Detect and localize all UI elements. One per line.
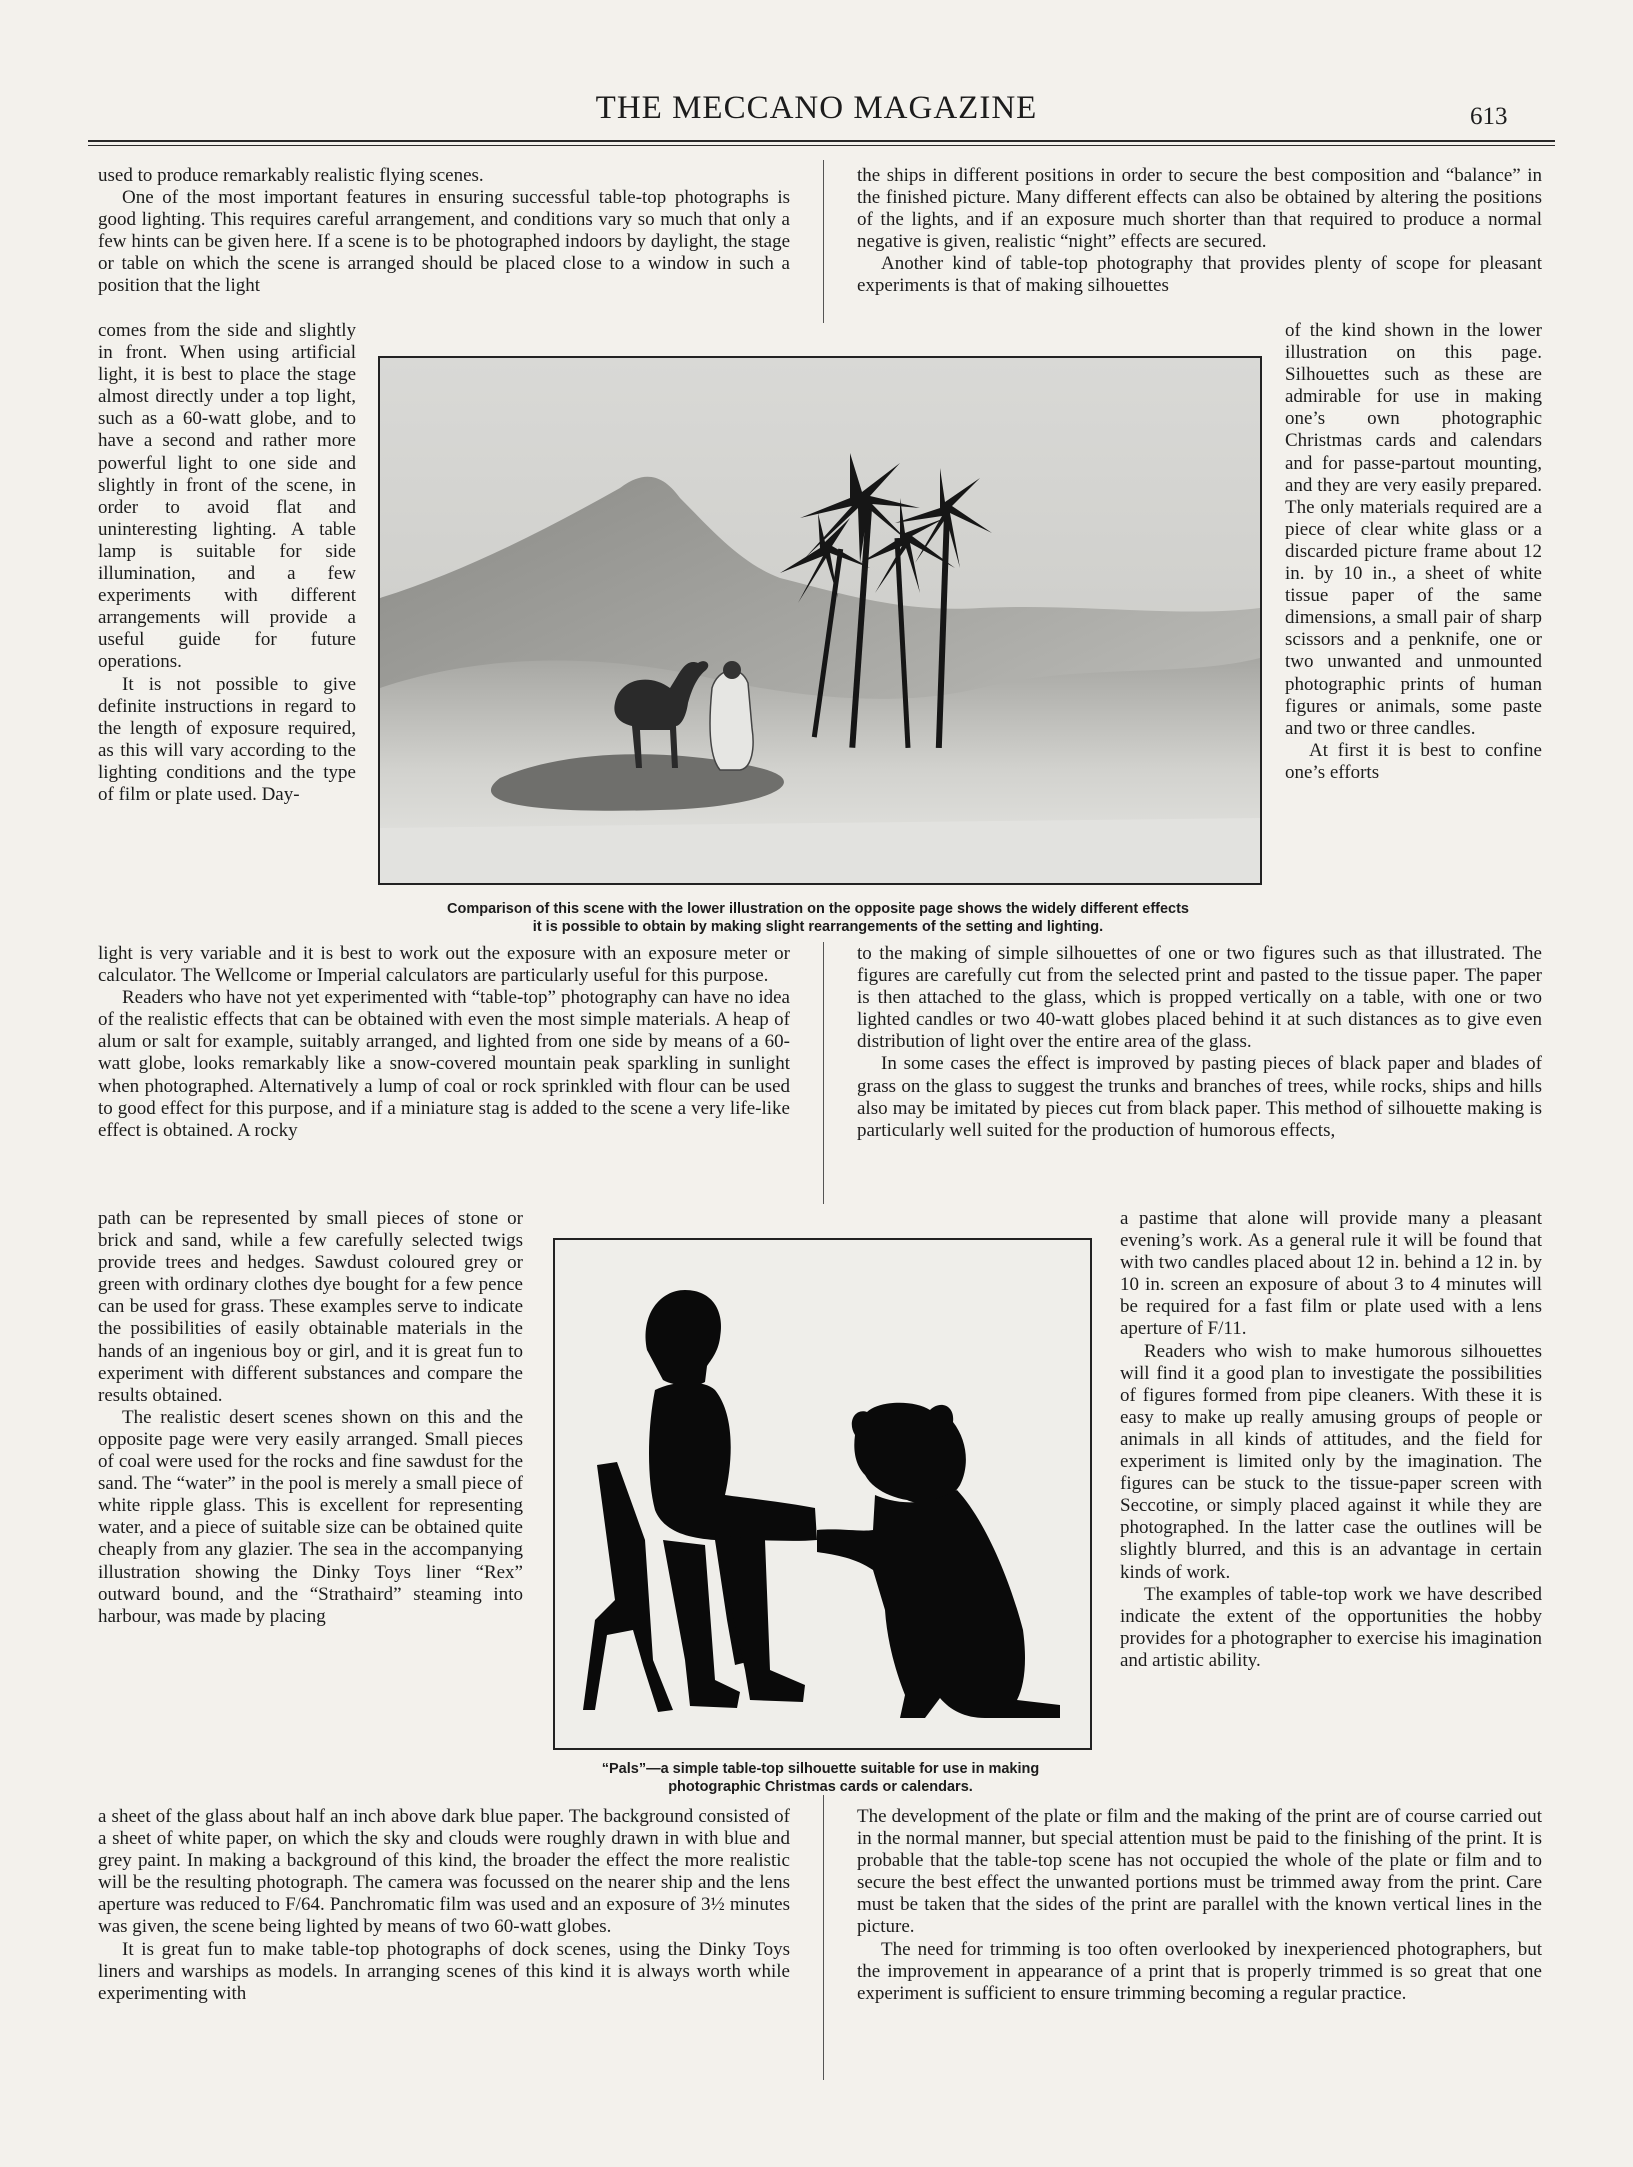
article-right-narrow [1285, 320, 1542, 784]
page-number: 613 [1470, 103, 1508, 130]
paragraph: The need for trimming is too often overlooked by inexperienced photographers, but the improvement in appearance of a print that is properly trimmed is so great that one experiment is sufficient to ensure trimming becoming a regular practice. [857, 1938, 1542, 2004]
paragraph: of the kind shown in the lower illustration on this page. Silhouettes such as these are admirable for use in making one’s own photographic Christmas cards and calendars and for passe-partout mounting, and they are very easily prepared. The only materials required are a piece of clear white glass or a discarded picture frame about 12 in. by 10 in., a sheet of white tissue paper of the same dimensions, a small pair of sharp scissors and a penknife, one or two unwanted and unmounted photographic prints of human figures or animals, some paste and two or three candles. [1285, 320, 1542, 739]
paragraph: used to produce remarkably realistic flying scenes. [98, 165, 484, 186]
article-right-middle [857, 943, 1542, 1142]
paragraph: The realistic desert scenes shown on this and the opposite page were very easily arranged. Small pieces of coal were used for the rocks and fine sawdust for the sand. The “water” in the pool is merely a small piece of white ripple glass. This is excellent for representing water, and a piece of suitable size can be obtained quite cheaply from any glazier. The sea in the accompanying illustration showing the Dinky Toys liner “Rex” outward bound, and the “Strathaird” steaming into harbour, was made by placing [98, 1406, 523, 1627]
header-rule-thin [88, 145, 1555, 146]
column-divider-top [823, 160, 824, 323]
paragraph: Readers who have not yet experimented with “table-top” photography can have no idea of the realistic effects that can be obtained with even the most simple materials. A heap of alum or salt for example, suitably arranged, and lighted from one side by means of a 60-watt globe, looks remarkably like a snow-covered mountain peak sparkling in sunlight when photographed. Alternatively a lump of coal or rock sprinkled with flour can be used to good effect for this purpose, and if a miniature stag is added to the scene a very life-like effect is obtained. A rocky [98, 987, 790, 1141]
paragraph: comes from the side and slightly in front. When using artificial light, it is best to place the stage almost directly under a top light, such as a 60-watt globe, and to have a second and rather more powerful light to one side and slightly in front of the scene, in order to avoid flat and uninteresting lighting. A table lamp is suitable for side illumination, and a few experiments with different arrangements will provide a useful guide for future operations. [98, 320, 356, 673]
desert-photo-caption [378, 900, 1258, 936]
paragraph: a pastime that alone will provide many a pleasant evening’s work. As a general rule it will be found that with two candles placed about 12 in. behind a 12 in. by 10 in. screen an exposure of about 3 to 4 minutes will be required for a fast film or plate used with a lens aperture of F/11. [1120, 1208, 1542, 1340]
article-left-bottom [98, 1806, 790, 2005]
silhouette-photo [553, 1238, 1092, 1750]
paragraph: light is very variable and it is best to work out the exposure with an exposure meter or calculator. The Wellcome or Imperial calculators are particularly useful for this purpose. [98, 943, 790, 987]
silhouette-photo-caption [553, 1760, 1088, 1796]
column-divider-bottom [823, 1795, 824, 2080]
pals-silhouette-illustration [555, 1240, 1090, 1748]
magazine-title: THE MECCANO MAGAZINE [595, 90, 1038, 126]
caption-line: Comparison of this scene with the lower illustration on the opposite page shows the widely different effects [446, 901, 1189, 917]
paragraph: The development of the plate or film and the making of the print are of course carried out in the normal manner, but special attention must be paid to the finishing of the print. It is probable that the table-top scene has not occupied the whole of the plate or film and to secure the best effect the unwanted portions must be trimmed away from the print. Care must be taken that the sides of the print are parallel with the known vertical lines in the picture. [857, 1806, 1542, 1938]
paragraph: It is great fun to make table-top photographs of dock scenes, using the Dinky Toys liners and warships as models. In arranging scenes of this kind it is always worth while experimenting with [98, 1938, 790, 2004]
paragraph: the ships in different positions in order to secure the best composition and “balance” in the finished picture. Many different effects can also be obtained by altering the positions of the lights, and if an exposure much shorter than that required to produce a normal negative is given, realistic “night” effects are secured. [857, 165, 1542, 253]
paragraph: In some cases the effect is improved by pasting pieces of black paper and blades of grass on the glass to suggest the trunks and branches of trees, while rocks, ships and hills also may be imitated by pieces cut from black paper. This method of silhouette making is particularly well suited for the production of humorous effects, [857, 1053, 1542, 1141]
paragraph: to the making of simple silhouettes of one or two figures such as that illustrated. The figures are carefully cut from the selected print and pasted to the tissue paper. The paper is then attached to the glass, which is propped vertically on a table, with one or two lighted candles or two 40-watt globes placed behind it at such distances as to give even distribution of light over the entire area of the glass. [857, 943, 1542, 1053]
caption-line: photographic Christmas cards or calendars. [668, 1779, 973, 1795]
paragraph: Readers who wish to make humorous silhouettes will find it a good plan to investigate the possibilities of figures formed from pipe cleaners. With these it is easy to make up really amusing groups of people or animals in all kinds of attitudes, and the field for experiment is limited only by the imagination. The figures can be stuck to the tissue-paper screen with Seccotine, or simply placed against it while they are photographed. In the latter case the outlines will be slightly blurred, and this is an advantage in certain kinds of work. [1120, 1340, 1542, 1583]
caption-line: “Pals”—a simple table-top silhouette suitable for use in making [601, 1761, 1040, 1777]
article-right-lower-narrow [1120, 1208, 1542, 1672]
desert-scene-illustration [380, 358, 1260, 883]
paragraph: One of the most important features in ensuring successful table-top photographs is good lighting. This requires careful arrangement, and conditions vary so much that only a few hints can be given here. If a scene is to be photographed indoors by daylight, the stage or table on which the scene is arranged should be placed close to a window in such a position that the light [98, 187, 790, 297]
paragraph: Another kind of table-top photography that provides plenty of scope for pleasant experiments is that of making silhouettes [857, 253, 1542, 297]
paragraph: The examples of table-top work we have described indicate the extent of the opportunities the hobby provides for a photographer to exercise his imagination and artistic ability. [1120, 1583, 1542, 1671]
caption-line: it is possible to obtain by making slight rearrangements of the setting and lighting. [532, 919, 1104, 935]
column-divider-middle [823, 942, 824, 1204]
article-left-middle [98, 943, 790, 1142]
paragraph: path can be represented by small pieces of stone or brick and sand, while a few carefully selected twigs provide trees and hedges. Sawdust coloured grey or green with ordinary clothes dye bought for a few pence can be used for grass. These examples serve to indicate the possibilities of easily obtainable materials in the hands of an ingenious boy or girl, and it is great fun to experiment with different substances and compare the results obtained. [98, 1208, 523, 1406]
paragraph: At first it is best to confine one’s efforts [1285, 739, 1542, 783]
article-left-lower-narrow [98, 1208, 523, 1628]
article-right-top [857, 165, 1542, 298]
boy-and-dog-silhouette-icon [583, 1290, 1060, 1718]
header-rule [88, 140, 1555, 142]
paragraph: a sheet of the glass about half an inch above dark blue paper. The background consisted of a sheet of white paper, on which the sky and clouds were roughly drawn in with blue and grey paint. In making a background of this kind, the broader the effect the more realistic will be the resulting photograph. The camera was focussed on the nearer ship and the lens aperture was reduced to F/64. Panchromatic film was used and an exposure of 3½ minutes was given, the scene being lighted by means of two 60-watt globes. [98, 1806, 790, 1938]
article-left-narrow [98, 320, 356, 806]
article-right-bottom [857, 1806, 1542, 2005]
desert-scene-photo [378, 356, 1262, 885]
article-left-top [98, 165, 790, 298]
paragraph: It is not possible to give definite instructions in regard to the length of exposure required, as this will vary according to the lighting conditions and the type of film or plate used. Day- [98, 673, 356, 805]
